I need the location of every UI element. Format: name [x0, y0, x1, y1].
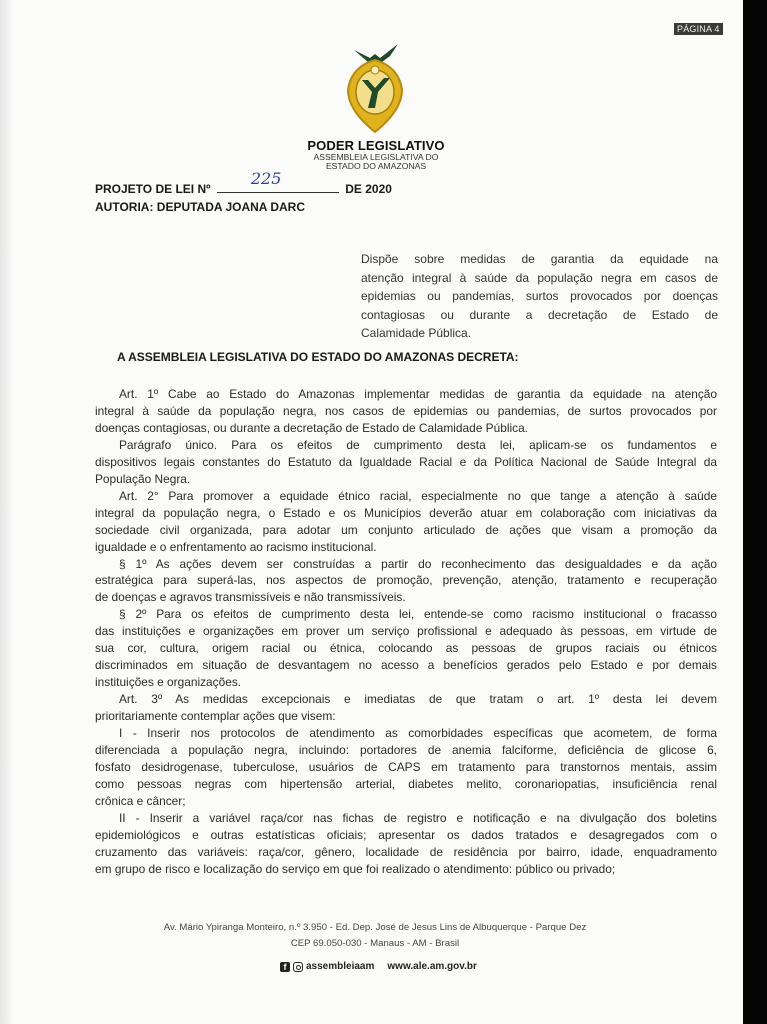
social-handle: assembleiaam [306, 961, 375, 972]
project-year: DE 2020 [345, 182, 392, 196]
paragraph-line: § 1º As ações devem ser construídas a partir do reconhecimento das desigualdades e da ação [119, 556, 717, 571]
organization-header [276, 138, 476, 171]
paragraph-line: Parágrafo único. Para os efeitos de cumprimento desta lei, aplicam-se os fundamentos e [119, 437, 717, 452]
paragraph-line: como pessoas negras com hipertensão arterial, diabetes melito, coronariopatias, insuficiência renal [95, 776, 717, 791]
summary-line: Calamidade Pública. [361, 326, 472, 341]
amazonas-coat-of-arms-icon [340, 40, 410, 136]
summary-line: epidemias ou pandemias, surtos provocados por doenças [361, 289, 718, 304]
project-number-field [217, 169, 339, 193]
paragraph [95, 556, 717, 607]
paragraph-line: instituições e organizações. [95, 675, 242, 690]
paragraph [95, 386, 717, 437]
paragraph-line: prioritariamente contemplar ações que visem: [95, 709, 336, 724]
address-line-2: CEP 69.050-030 - Manaus - AM - Brasil [290, 938, 460, 949]
bill-summary [361, 250, 718, 343]
paragraph-line: § 2º Para os efeitos de cumprimento desta lei, entende-se como racismo institucional o fracasso [119, 607, 717, 622]
paragraph-line: doenças contagiosas, ou durante a decretação de Estado de Calamidade Pública. [95, 420, 528, 435]
paragraph-line: das instituições e organizações em prover um serviço profissional e adequado às pessoas, em virtude de [95, 624, 717, 639]
paragraph-line: sua cor, cultura, origem racial ou étnica, colocando as pessoas de grupos raciais ou étnicos [95, 641, 717, 656]
bill-body [95, 386, 717, 878]
paragraph-line: integral à saúde da população negra, nos casos de epidemias ou pandemias, de surtos provocados por [95, 403, 717, 418]
footer-social [280, 961, 477, 972]
paragraph [95, 488, 717, 556]
paragraph-line: dispositivos legais constantes do Estatuto da Igualdade Racial e da Política Nacional de Saúde Integral da [95, 454, 717, 469]
paragraph [95, 810, 717, 878]
footer-address [120, 920, 630, 952]
paragraph-line: Art. 2° Para promover a equidade étnico racial, especialmente no que tange a atenção à saúde [119, 488, 717, 503]
scan-border [743, 0, 767, 1024]
paragraph [95, 691, 717, 725]
paragraph [95, 606, 717, 691]
address-line-1: Av. Mário Ypiranga Monteiro, n.º 3.950 - Ed. Dep. José de Jesus Lins de Albuquerque - Parque Dez [163, 922, 587, 933]
paragraph-line: integral da população negra, o Estado e os Municípios deverão atuar em colaboração com iniciativas da [95, 505, 717, 520]
paragraph-line: fosfato desidrogenase, tuberculose, usuários de CAPS em tratamento para transtornos mentais, assim [95, 759, 717, 774]
project-author: AUTORIA: DEPUTADA JOANA DARC [95, 200, 305, 214]
instagram-icon [293, 962, 303, 972]
paragraph-line: Art. 1º Cabe ao Estado do Amazonas implementar medidas de garantia da equidade na atenção [119, 387, 717, 401]
org-title: PODER LEGISLATIVO [307, 138, 445, 153]
paragraph-line: População Negra. [95, 471, 191, 486]
project-prefix: PROJETO DE LEI Nº [95, 182, 211, 196]
paragraph-line: epidemiológicos e outras estatísticas oficiais; apresentar os dados tratados e desagregados com o [95, 827, 717, 842]
summary-line: contagiosas ou durante a decretação de Estado de [361, 307, 718, 322]
paragraph-line: igualdade e o enfrentamento ao racismo institucional. [95, 539, 377, 554]
paragraph [95, 725, 717, 810]
paragraph-line: I - Inserir nos protocolos de atendimento as comorbidades específicas que acometem, de forma [119, 726, 717, 741]
handwritten-number: 225 [250, 169, 282, 188]
summary-line: atenção integral à saúde da população negra em casos de [361, 270, 718, 285]
paragraph-line: diferenciada a população negra, incluindo: portadores de anemia falciforme, deficiência de glicose 6, [95, 743, 717, 758]
summary-line: Dispõe sobre medidas de garantia da equidade na [361, 252, 718, 266]
paragraph-line: de doenças e agravos transmissíveis e não transmissíveis. [95, 590, 406, 605]
paragraph-line: discriminados em situação de desvantagem no acesso a benefícios gerados pelo Estado e por demais [95, 658, 717, 673]
paragraph-line: cruzamento das variáveis: raça/cor, gênero, localidade de residência por bairro, idade, enquadramento [95, 844, 717, 859]
project-number-line [95, 169, 392, 196]
decree-heading: A ASSEMBLEIA LEGISLATIVA DO ESTADO DO AMAZONAS DECRETA: [117, 350, 519, 364]
org-subtitle-1: ASSEMBLEIA LEGISLATIVA DO [313, 152, 439, 162]
paragraph-line: crônica e câncer; [95, 793, 186, 808]
paragraph-line: II - Inserir a variável raça/cor nas fichas de registro e notificação e na divulgação dos boletins [119, 810, 717, 825]
facebook-icon: f [280, 962, 290, 972]
paragraph-line: sociedade civil organizada, para adotar um conjunto articulado de ações que visam a promoção da [95, 522, 717, 537]
website-link[interactable]: www.ale.am.gov.br [387, 961, 477, 972]
paragraph-line: em grupo de risco e localização do serviço em que foi realizado o atendimento: público ou privado; [95, 861, 616, 876]
org-subtitle-2: ESTADO DO AMAZONAS [325, 161, 427, 171]
scan-edge [0, 0, 14, 1024]
page-number-badge: PÁGINA 4 [674, 23, 723, 35]
paragraph-line: Art. 3º As medidas excepcionais e imediatas de que tratam o art. 1º desta lei devem [119, 692, 717, 707]
paragraph-line: estratégica para superá-las, nos aspectos de promoção, prevenção, atenção, tratamento e recuperação [95, 573, 717, 588]
paragraph [95, 437, 717, 488]
